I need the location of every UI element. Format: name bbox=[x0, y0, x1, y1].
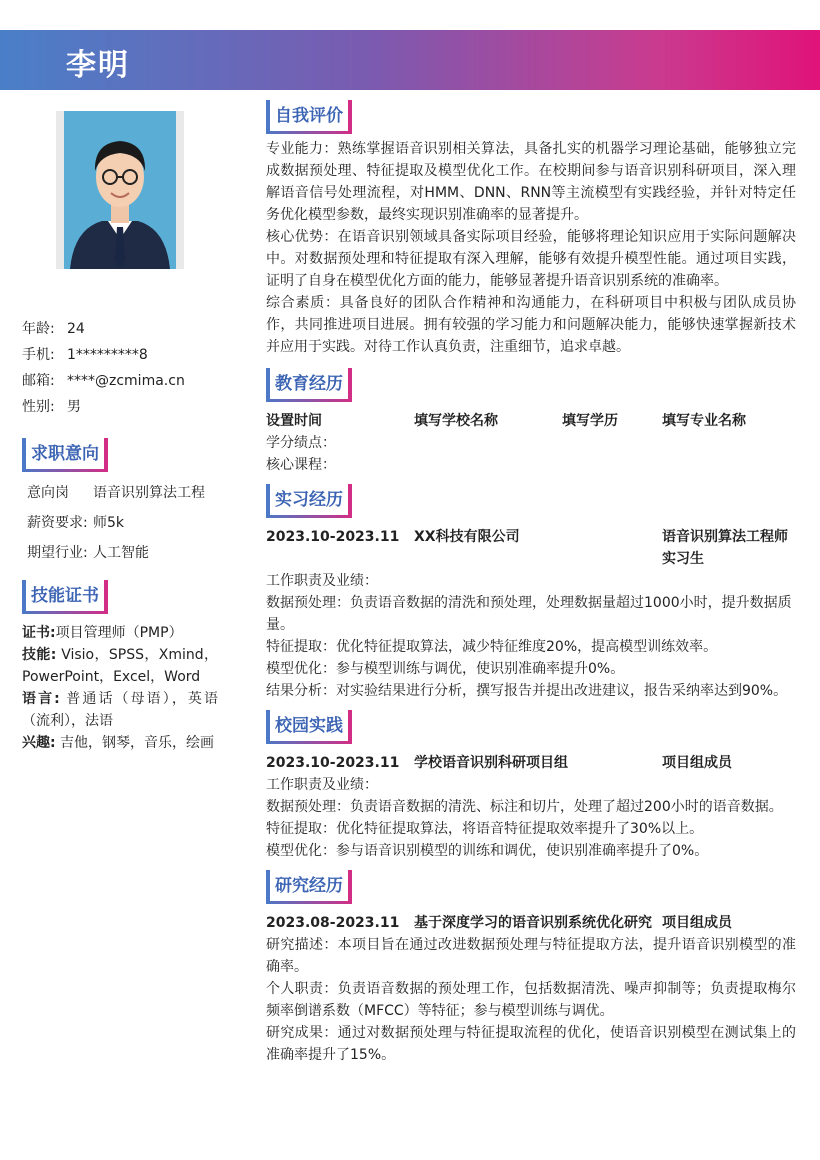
research-time: 2023.08-2023.11 bbox=[266, 915, 400, 931]
intent-industry-label: 期望行业: bbox=[27, 545, 88, 561]
internship-line: 工作职责及业绩： bbox=[266, 573, 378, 589]
education-header-row bbox=[266, 410, 796, 432]
research-role: 项目组成员 bbox=[662, 915, 732, 931]
age-label: 年龄: bbox=[22, 321, 55, 337]
intent-salary-label: 薪资要求: bbox=[27, 515, 88, 531]
right-column bbox=[266, 100, 796, 1066]
gender-label: 性别: bbox=[22, 399, 55, 415]
section-title-campus: 校园实践 bbox=[266, 710, 352, 742]
intent-salary-row bbox=[27, 508, 218, 538]
profile-photo bbox=[56, 111, 184, 269]
campus-line: 特征提取：优化特征提取算法，将语音特征提取效率提升了30%以上。 bbox=[266, 821, 704, 837]
research-description: 研究描述：本项目旨在通过改进数据预处理与特征提取方法，提升语音识别模型的准确率。 bbox=[266, 937, 796, 975]
education-school: 填写学校名称 bbox=[414, 413, 498, 429]
intent-position-value: 语音识别算法工程 bbox=[93, 485, 205, 501]
gender-row bbox=[22, 394, 218, 420]
email-value: ****@zcmima.cn bbox=[67, 373, 185, 389]
internship-time: 2023.10-2023.11 bbox=[266, 529, 400, 545]
campus-time: 2023.10-2023.11 bbox=[266, 755, 400, 771]
campus-line: 模型优化：参与语音识别模型的训练和调优，使识别准确率提升了0%。 bbox=[266, 843, 709, 859]
skill-certificate: 证书:项目管理师（PMP） bbox=[22, 625, 183, 641]
phone-row bbox=[22, 342, 218, 368]
gender-value: 男 bbox=[67, 399, 81, 415]
internship-line: 特征提取：优化特征提取算法，减少特征维度20%，提高模型训练效率。 bbox=[266, 639, 718, 655]
internship-line: 数据预处理：负责语音数据的清洗和预处理，处理数据量超过1000小时，提升数据质量。 bbox=[266, 595, 792, 633]
internship-org: XX科技有限公司 bbox=[414, 529, 520, 545]
left-column bbox=[22, 316, 218, 754]
education-major: 填写专业名称 bbox=[662, 413, 746, 429]
skill-interests: 兴趣: 吉他，钢琴，音乐，绘画 bbox=[22, 735, 215, 751]
research-org: 基于深度学习的语音识别系统优化研究 bbox=[414, 915, 652, 931]
intent-position-label: 意向岗 bbox=[27, 485, 69, 501]
intent-position-row bbox=[27, 478, 218, 508]
internship-header-row bbox=[266, 526, 796, 570]
skill-tools: 技能: Visio，SPSS，Xmind，PowerPoint，Excel，Word bbox=[22, 647, 218, 685]
intent-industry-row bbox=[27, 538, 218, 568]
campus-line: 工作职责及业绩： bbox=[266, 777, 378, 793]
intent-industry-value: 人工智能 bbox=[93, 545, 149, 561]
age-row bbox=[22, 316, 218, 342]
candidate-name: 李明 bbox=[66, 48, 130, 83]
self-eval-qualities: 综合素质：具备良好的团队合作精神和沟通能力，在科研项目中积极与团队成员协作，共同推进项目进展。拥有较强的学习能力和问题解决能力，能够快速掌握新技术并应用于实践。对待工作认真负责，注重细节，追求卓越。 bbox=[266, 295, 796, 355]
intent-salary-value: 师5k bbox=[93, 515, 125, 531]
campus-header-row bbox=[266, 752, 796, 774]
internship-line: 结果分析：对实验结果进行分析，撰写报告并提出改进建议，报告采纳率达到90%。 bbox=[266, 683, 788, 699]
phone-value: 1*********8 bbox=[67, 347, 148, 363]
email-label: 邮箱: bbox=[22, 373, 55, 389]
campus-line: 数据预处理：负责语音数据的清洗、标注和切片，处理了超过200小时的语音数据。 bbox=[266, 799, 783, 815]
email-row bbox=[22, 368, 218, 394]
section-title-internship: 实习经历 bbox=[266, 484, 352, 516]
education-degree: 填写学历 bbox=[562, 413, 618, 429]
section-title-education: 教育经历 bbox=[266, 368, 352, 400]
self-eval-professional: 专业能力：熟练掌握语音识别相关算法，具备扎实的机器学习理论基础，能够独立完成数据预处理、特征提取及模型优化工作。在校期间参与语音识别科研项目，深入理解语音信号处理流程，对HMM、DNN、RNN等主流模型有实践经验，并针对特定任务优化模型参数，最终实现识别准确率的显著提升。 bbox=[266, 141, 796, 223]
research-responsibility: 个人职责：负责语音数据的预处理工作，包括数据清洗、噪声抑制等；负责提取梅尔频率倒谱系数（MFCC）等特征；参与模型训练与调优。 bbox=[266, 981, 796, 1019]
section-title-self-eval: 自我评价 bbox=[266, 100, 352, 132]
education-gpa: 学分绩点： bbox=[266, 435, 336, 451]
research-header-row bbox=[266, 912, 796, 934]
section-title-intent: 求职意向 bbox=[22, 438, 108, 470]
self-eval-strengths: 核心优势：在语音识别领域具备实际项目经验，能够将理论知识应用于实际问题解决中。对数据预处理和特征提取有深入理解，能够有效提升模型性能。通过项目实践，证明了自身在模型优化方面的能力，能够显著提升语音识别系统的准确率。 bbox=[266, 229, 796, 289]
education-time: 设置时间 bbox=[266, 413, 322, 429]
research-result: 研究成果：通过对数据预处理与特征提取流程的优化，使语音识别模型在测试集上的准确率提升了15%。 bbox=[266, 1025, 796, 1063]
avatar-portrait-icon bbox=[64, 111, 176, 269]
education-courses: 核心课程： bbox=[266, 457, 336, 473]
campus-org: 学校语音识别科研项目组 bbox=[414, 755, 568, 771]
phone-label: 手机: bbox=[22, 347, 55, 363]
internship-line: 模型优化：参与模型训练与调优，使识别准确率提升0%。 bbox=[266, 661, 625, 677]
campus-role: 项目组成员 bbox=[662, 755, 732, 771]
skill-languages: 语言: 普通话（母语），英语（流利），法语 bbox=[22, 691, 218, 729]
section-title-research: 研究经历 bbox=[266, 870, 352, 902]
internship-role: 语音识别算法工程师实习生 bbox=[662, 529, 788, 567]
header-banner bbox=[0, 30, 820, 90]
section-title-skills: 技能证书 bbox=[22, 580, 108, 612]
age-value: 24 bbox=[67, 321, 85, 337]
